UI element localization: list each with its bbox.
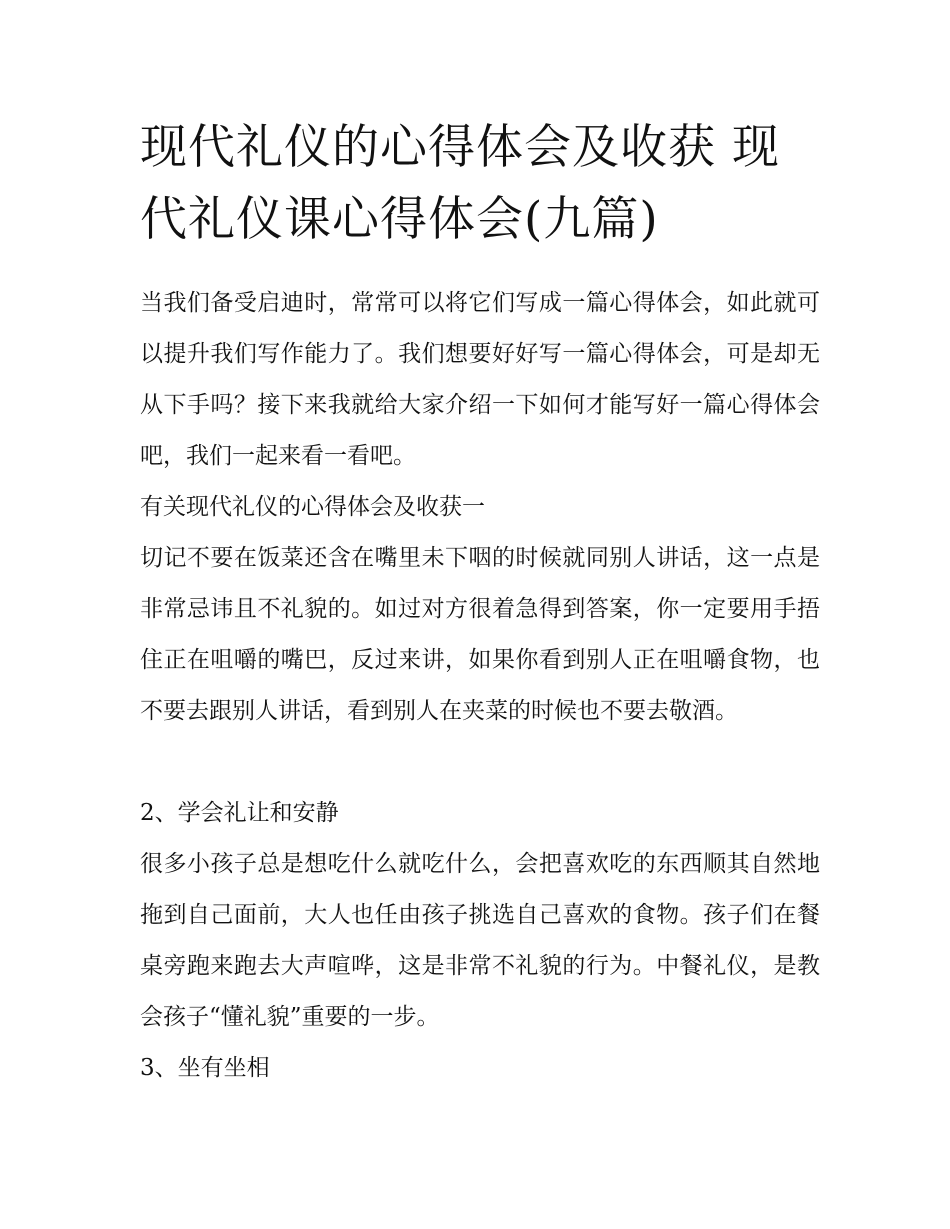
section-one-paragraph: 切记不要在饭菜还含在嘴里未下咽的时候就同别人讲话，这一点是非常忌讳且不礼貌的。如过对方很着急得到答案，你一定要用手捂住正在咀嚼的嘴巴，反过来讲，如果你看到别人正在咀嚼食物，也不要去跟别人讲话，看到别人在夹菜的时候也不要去敬酒。 (140, 545, 820, 724)
point-two-paragraph: 很多小孩子总是想吃什么就吃什么，会把喜欢吃的东西顺其自然地拖到自己面前，大人也任由孩子挑选自己喜欢的食物。孩子们在餐桌旁跑来跑去大声喧哗，这是非常不礼貌的行为。中餐礼仪，是教会孩子“懂礼貌”重要的一步。 (140, 851, 820, 1030)
point-three-heading: 3、坐有坐相 (140, 1055, 270, 1081)
intro-paragraph: 当我们备受启迪时，常常可以将它们写成一篇心得体会，如此就可以提升我们写作能力了。我们想要好好写一篇心得体会，可是却无从下手吗？接下来我就给大家介绍一下如何才能写好一篇心得体会吧，我们一起来看一看吧。 (140, 290, 820, 469)
document-title: 现代礼仪的心得体会及收获 现代礼仪课心得体会(九篇) (140, 120, 780, 247)
point-two-heading: 2、学会礼让和安静 (140, 800, 339, 826)
section-one-heading: 有关现代礼仪的心得体会及收获一 (140, 494, 485, 520)
